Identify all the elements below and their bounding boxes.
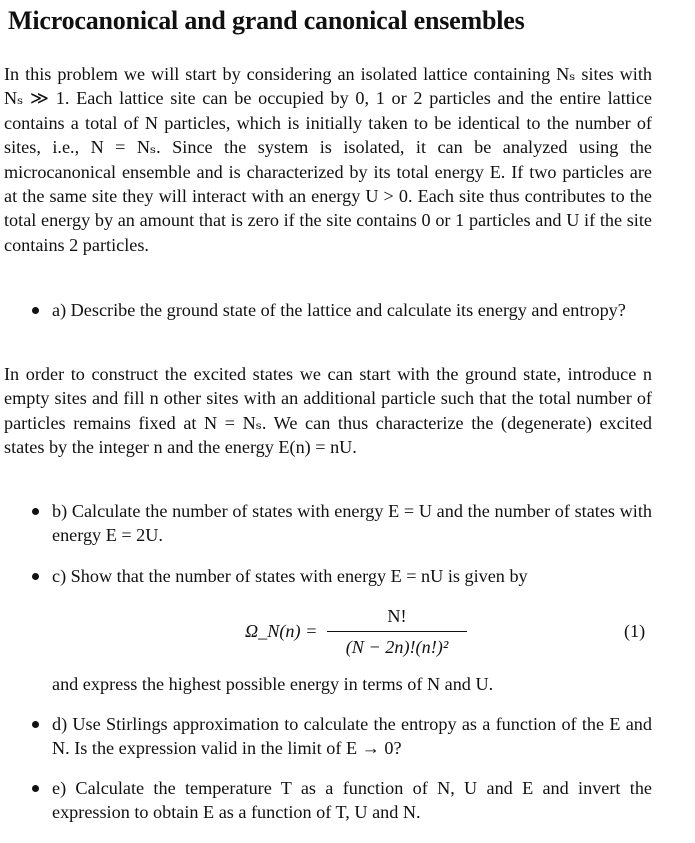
middle-paragraph: In order to construct the excited states we can start with the ground state, introduce n empty sites and fill n other sites with an additional particle such that the total number of particles remains fixed at N = Nₛ. We can thus characterize the (degenerate) excited states by the integer n and the energy E(n) = nU.: [4, 364, 652, 458]
section-title: Microcanonical and grand canonical ensembles: [8, 6, 525, 35]
bullet-icon: [32, 508, 39, 515]
bullet-icon: [32, 785, 39, 792]
question-b: [52, 499, 652, 548]
bullet-icon: [32, 307, 39, 314]
question-c-text: c) Show that the number of states with energy E = nU is given by: [52, 566, 528, 586]
question-a-text: a) Describe the ground state of the lattice and calculate its energy and entropy?: [52, 300, 626, 320]
bullet-icon: [32, 573, 39, 580]
equation-denominator: (N − 2n)!(n!)²: [345, 637, 449, 657]
bullet-icon: [32, 721, 39, 728]
fraction-bar: [327, 631, 467, 632]
question-c: [52, 564, 652, 588]
question-a: [52, 298, 652, 322]
equation-lhs: Ω_N(n) =: [245, 621, 318, 641]
equation-fraction: [327, 604, 467, 659]
equation-numerator: N!: [387, 606, 407, 626]
equation-1: [0, 604, 695, 660]
question-b-text: b) Calculate the number of states with energy E = U and the number of states with energy E = 2U.: [52, 501, 652, 546]
question-d: [52, 712, 652, 761]
question-e: [52, 776, 652, 825]
question-d-text: d) Use Stirlings approximation to calculate the entropy as a function of the E and N. Is the expression valid in the limit of E → 0?: [52, 714, 652, 759]
question-c-continued: and express the highest possible energy in terms of N and U.: [52, 674, 494, 694]
intro-paragraph: In this problem we will start by considering an isolated lattice containing Nₛ sites with Nₛ ≫ 1. Each lattice site can be occupied by 0, 1 or 2 particles and the entire lattice contains a total of N particles, which is initially taken to be identical to the number of sites, i.e., N = Nₛ. Since the system is isolated, it can be analyzed using the microcanonical ensemble and is characterized by its total energy E. If two particles are at the same site they will interact with an energy U > 0. Each site thus contributes to the total energy by an amount that is zero if the site contains 0 or 1 particles and U if the site contains 2 particles.: [4, 64, 652, 255]
equation-number: (1): [624, 621, 646, 641]
question-e-text: e) Calculate the temperature T as a function of N, U and E and invert the expression to obtain E as a function of T, U and N.: [52, 778, 652, 823]
